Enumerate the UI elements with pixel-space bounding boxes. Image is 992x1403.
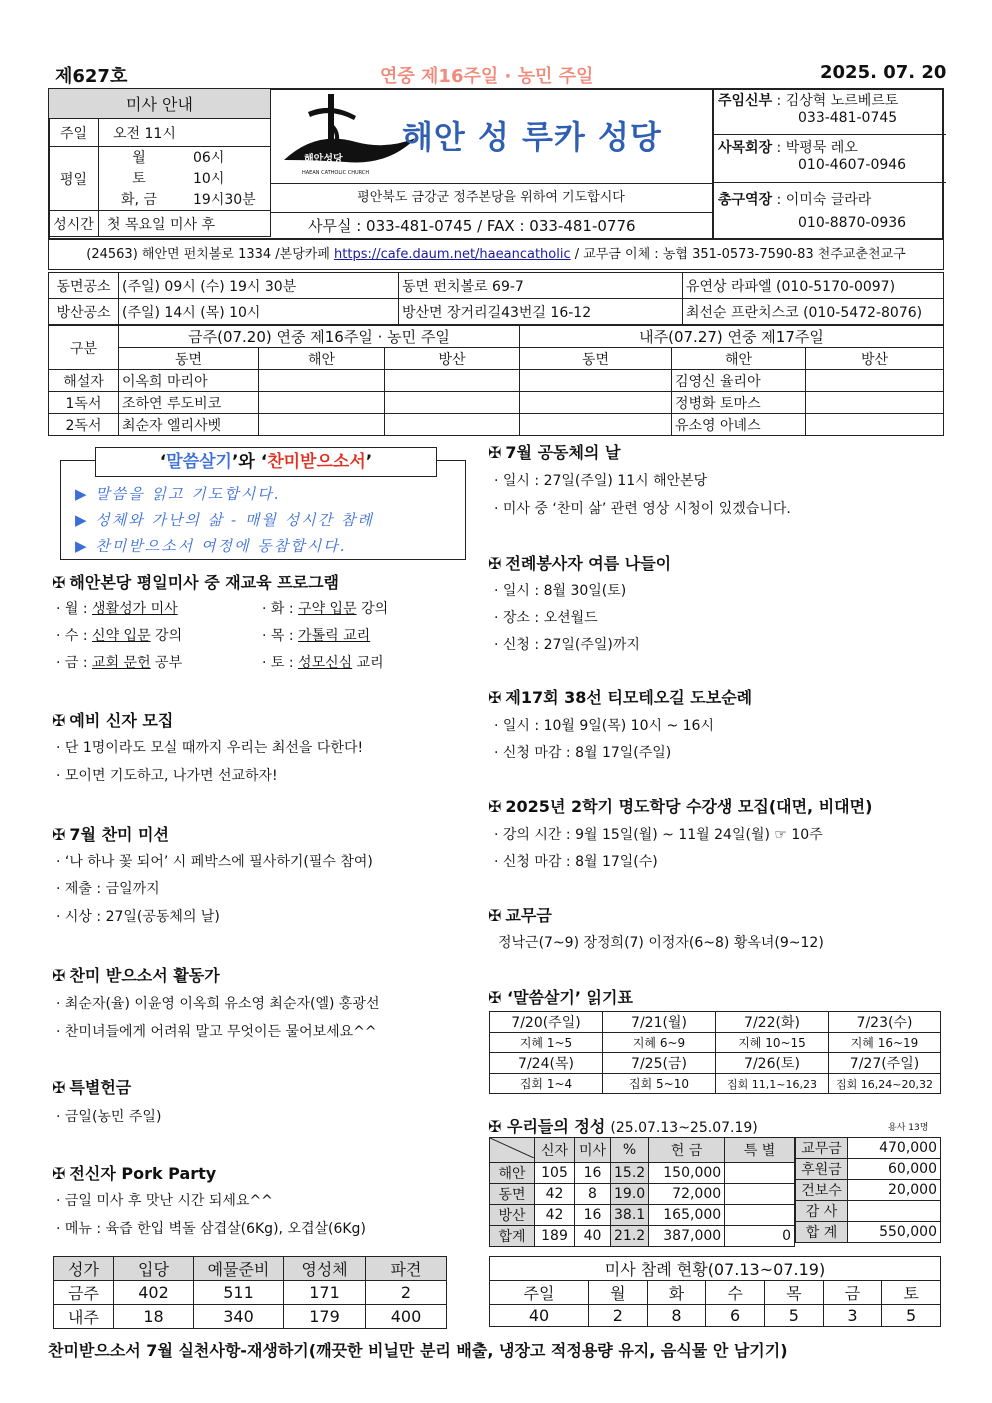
weekday-time: 10시 [193, 171, 225, 187]
section-mark-icon: ✠ [488, 443, 502, 462]
text-cell: 18 [114, 1305, 194, 1329]
section-line: · 제출 : 금일까지 [56, 881, 160, 897]
edu-item [56, 598, 178, 618]
ministry-role: 1독서 [49, 392, 119, 414]
section-line: · 시상 : 27일(공동체의 날) [56, 909, 220, 925]
reading-day-row [490, 1012, 941, 1033]
text-cell: 7/22(화) [716, 1012, 829, 1033]
ministry-cell: 정병화 토마스 [672, 392, 806, 414]
text-cell: 금 [823, 1281, 882, 1305]
section-line: · 강의 시간 : 9월 15일(월) ~ 11월 24일(월) ☞ 10주 [494, 827, 823, 843]
station-time: (주일) 14시 (목) 10시 [119, 299, 399, 325]
section-title: 2025년 2학기 명도학당 수강생 모집(대면, 비대면) [505, 797, 873, 816]
ministry-cell [806, 414, 944, 436]
left-column [52, 570, 472, 1250]
station-contact: 최선순 프란치스코 (010-5472-8076) [683, 299, 944, 325]
church-name: 해안 성 루카 성당 [402, 118, 662, 156]
edu-item [262, 652, 384, 672]
weekday-time: 06시 [193, 150, 225, 166]
text-cell: · 토 : [262, 655, 299, 671]
ministry-next-week: 내주(07.27) 연중 제17주일 [520, 326, 944, 348]
address-line [48, 240, 944, 270]
text-cell: 7/24(목) [490, 1053, 603, 1074]
text-cell: 합 계 [796, 1222, 848, 1243]
text-cell: 7/20(주일) [490, 1012, 603, 1033]
ministry-row [49, 414, 944, 436]
text-cell: 171 [284, 1281, 366, 1305]
section-line: · 금일 미사 후 맛난 시간 되세요^^ [56, 1193, 273, 1209]
top-box [48, 88, 944, 240]
duties-header-row [54, 1257, 447, 1281]
ministry-table [48, 325, 944, 436]
donation-row [490, 1205, 795, 1226]
slogan-word-2: 찬미받으소서 [267, 452, 366, 472]
section-line: · 금일(농민 주일) [56, 1109, 162, 1125]
cafe-link[interactable]: https://cafe.daum.net/haeancatholic [334, 247, 571, 262]
ministry-col: 동면 [520, 348, 672, 370]
text-cell: 150,000 [649, 1163, 725, 1184]
address-suffix: / 교무금 이체 : 농협 351-0573-7590-83 천주교춘천교구 [570, 247, 906, 262]
section-line: · 신청 : 27일(주일)까지 [494, 637, 640, 653]
ministry-row [49, 370, 944, 392]
ministry-this-week: 금주(07.20) 연중 제16주일 · 농민 주일 [119, 326, 520, 348]
station-name: 방산공소 [49, 299, 119, 325]
text-cell: 가톨릭 교리 [298, 628, 371, 644]
ministry-cell [259, 414, 385, 436]
text-cell: 집회 16,24~20,32 [829, 1074, 941, 1094]
section-line: · 신청 마감 : 8월 17일(주일) [494, 745, 672, 761]
section-mark-icon: ✠ [52, 1164, 66, 1183]
text-cell: 8 [575, 1184, 611, 1205]
donation-title [488, 1114, 758, 1137]
ministry-cell: 이옥희 마리아 [119, 370, 259, 392]
station-contact: 유연상 라파엘 (010-5170-0097) [683, 273, 944, 299]
text-cell: 5 [764, 1305, 823, 1327]
text-cell: % [611, 1138, 649, 1163]
attendance-table [489, 1256, 941, 1327]
staff-role: 주임신부 [718, 93, 773, 109]
text-cell: · 금 : [56, 655, 93, 671]
donation-side-row [796, 1222, 941, 1243]
donation-note: 용사 13명 [888, 1123, 929, 1133]
text-cell: 헌 금 [649, 1138, 725, 1163]
weekday-day: 화, 금 [121, 192, 157, 208]
staff-panel [712, 88, 946, 240]
right-column [488, 440, 944, 960]
section-line: · 장소 : 오션월드 [494, 610, 598, 626]
text-cell: · 월 : [56, 601, 93, 617]
section-line: 정낙근(7~9) 장정희(7) 이정자(6~8) 황옥녀(9~12) [498, 935, 824, 951]
text-cell: 내주 [54, 1305, 114, 1329]
issue-number: 제627호 [55, 66, 128, 87]
staff-name: 이미숙 글라라 [785, 192, 872, 208]
mass-sunday-time: 오전 11시 [99, 119, 271, 147]
donation-row [490, 1184, 795, 1205]
staff-role: 총구역장 [718, 192, 773, 208]
stations-table [48, 272, 944, 325]
station-name: 동면공소 [49, 273, 119, 299]
text-cell: 21.2 [611, 1226, 649, 1247]
text-cell: 성모신심 [298, 655, 353, 671]
text-cell [725, 1163, 795, 1184]
donation-table [489, 1137, 795, 1247]
donation-side-row [796, 1159, 941, 1180]
slogan-word-1: 말씀살기 [166, 452, 232, 472]
section-mark-icon: ✠ [488, 988, 507, 1007]
ministry-cell [520, 392, 672, 414]
slogan-quote: ’ [365, 452, 373, 472]
donation-side-row [796, 1201, 941, 1222]
section-mark-icon: ✠ [52, 966, 66, 985]
section-title: 예비 신자 모집 [69, 711, 174, 730]
text-cell: 목 [764, 1281, 823, 1305]
ministry-col: 방산 [806, 348, 944, 370]
text-cell: 470,000 [848, 1138, 941, 1159]
text-cell: 생활성가 미사 [92, 601, 178, 617]
staff-phone: 010-8870-0936 [798, 215, 907, 231]
mass-weekday-label: 평일 [49, 147, 99, 211]
text-cell: 미사 [575, 1138, 611, 1163]
text-cell: 금주 [54, 1281, 114, 1305]
text-cell: 감 사 [796, 1201, 848, 1222]
section-line: · 미사 중 ‘찬미 삶’ 관련 영상 시청이 있겠습니다. [494, 501, 791, 517]
reading-title [488, 985, 633, 1008]
section-mark-icon: ✠ [488, 1117, 507, 1136]
text-cell: 신자 [535, 1138, 575, 1163]
text-cell: 주일 [490, 1281, 589, 1305]
ministry-cell [806, 370, 944, 392]
text-cell: 수 [706, 1281, 765, 1305]
mass-title: 미사 안내 [49, 89, 271, 119]
text-cell: 강의 [150, 628, 183, 644]
section-title: 전례봉사자 여름 나들이 [505, 554, 672, 573]
ministry-cell [385, 414, 520, 436]
text-cell: 189 [535, 1226, 575, 1247]
text-cell: 19.0 [611, 1184, 649, 1205]
text-cell [725, 1184, 795, 1205]
text-cell: 5 [882, 1305, 941, 1327]
text-cell: 구약 입문 [298, 601, 357, 617]
diagonal-icon [490, 1138, 534, 1158]
text-cell: 방산 [490, 1205, 535, 1226]
station-time: (주일) 09시 (수) 19시 30분 [119, 273, 399, 299]
ministry-cell [385, 370, 520, 392]
ministry-cell [259, 370, 385, 392]
text-cell: 입당 [114, 1257, 194, 1281]
reading-day-row [490, 1053, 941, 1074]
staff-entry: 사목회장 : 박평묵 레오 010-4607-0946 [714, 135, 946, 183]
footer-rest: -재생하기(깨끗한 비닐만 분리 배출, 냉장고 적정용량 유지, 음식물 안 남기기) [240, 1341, 788, 1360]
text-cell: 후원금 [796, 1159, 848, 1180]
section-mark-icon: ✠ [488, 797, 502, 816]
text-cell: 해안 [490, 1163, 535, 1184]
section-pilgrim [488, 685, 752, 708]
edu-item [262, 625, 370, 645]
text-cell: 성가 [54, 1257, 114, 1281]
section-mark-icon: ✠ [52, 1078, 66, 1097]
text-cell: 동면 [490, 1184, 535, 1205]
text-cell: 16 [575, 1163, 611, 1184]
ministry-col: 해안 [259, 348, 385, 370]
text-cell: 파견 [366, 1257, 447, 1281]
staff-phone: 010-4607-0946 [798, 157, 907, 173]
section-offering [52, 1075, 131, 1098]
section-mark-icon: ✠ [488, 906, 502, 925]
text-cell: · 화 : [262, 601, 299, 617]
ministry-cell: 김영신 율리아 [672, 370, 806, 392]
mass-hour-label: 성시간 [49, 211, 99, 237]
donation-header-row [490, 1138, 795, 1163]
ministry-label: 구분 [49, 326, 119, 370]
text-cell: 165,000 [649, 1205, 725, 1226]
text-cell: 20,000 [848, 1180, 941, 1201]
text-cell: 0 [725, 1226, 795, 1247]
section-title: 7월 찬미 미션 [69, 825, 169, 844]
edu-item [56, 625, 182, 645]
text-cell: 105 [535, 1163, 575, 1184]
text-cell: ‘말씀살기’ 읽기표 [506, 988, 633, 1007]
text-cell: 42 [535, 1205, 575, 1226]
text-cell: · 수 : [56, 628, 93, 644]
section-school [488, 794, 872, 817]
section-mark-icon: ✠ [488, 554, 502, 573]
text-cell: 예물준비 [194, 1257, 284, 1281]
section-title: 찬미 받으소서 활동가 [69, 966, 220, 985]
duties-row [54, 1281, 447, 1305]
section-line: · 일시 : 10월 9일(목) 10시 ~ 16시 [494, 718, 714, 734]
text-cell: 건보수 [796, 1180, 848, 1201]
text-cell: 공부 [150, 655, 183, 671]
ministry-col: 방산 [385, 348, 520, 370]
section-line: · 단 1명이라도 모실 때까지 우리는 최선을 다한다! [56, 740, 364, 756]
section-title: 교무금 [505, 906, 552, 925]
text-cell: (25.07.13~25.07.19) [610, 1120, 758, 1136]
slogan-title [95, 447, 437, 477]
section-title: 7월 공동체의 날 [505, 443, 621, 462]
text-cell: 3 [823, 1305, 882, 1327]
slogan-line: ▶ 성체와 가난의 삶 - 매월 성시간 참례 [75, 511, 374, 529]
text-cell: 교리 [352, 655, 384, 671]
staff-name: 박평묵 레오 [785, 140, 858, 156]
mass-table [48, 88, 271, 237]
mass-hour-text: 첫 목요일 미사 후 [99, 211, 271, 237]
text-cell: 지혜 1~5 [490, 1033, 603, 1053]
text-cell [848, 1201, 941, 1222]
text-cell: 2 [589, 1305, 648, 1327]
donation-side-row [796, 1180, 941, 1201]
ministry-cell: 조하연 루도비코 [119, 392, 259, 414]
text-cell: 550,000 [848, 1222, 941, 1243]
text-cell: 교무금 [796, 1138, 848, 1159]
text-cell: 7/21(월) [603, 1012, 716, 1033]
section-title: 제17회 38선 티모테오길 도보순례 [505, 688, 753, 707]
text-cell: 화 [647, 1281, 706, 1305]
section-dues [488, 903, 552, 926]
section-mark-icon: ✠ [52, 573, 66, 592]
station-addr: 방산면 장거리길43번길 16-12 [399, 299, 683, 325]
footer-bold: 찬미받으소서 7월 실천사항 [48, 1341, 241, 1360]
staff-role: 사목회장 [718, 140, 773, 156]
text-cell: 강의 [356, 601, 389, 617]
slogan-quote: ‘ [159, 452, 167, 472]
text-cell: 38.1 [611, 1205, 649, 1226]
section-title: 특별헌금 [69, 1078, 132, 1097]
section-catechumen [52, 708, 173, 731]
section-praise [52, 963, 220, 986]
section-line: · 신청 마감 : 8월 17일(수) [494, 854, 658, 870]
duties-table [53, 1256, 447, 1329]
section-line: · 일시 : 8월 30일(토) [494, 583, 627, 599]
edu-item [262, 598, 388, 618]
section-edu [52, 570, 339, 593]
slogan-line: ▶ 찬미받으소서 여정에 동참합시다. [75, 537, 347, 555]
text-cell: 340 [194, 1305, 284, 1329]
section-title: 전신자 Pork Party [69, 1164, 217, 1183]
text-cell: 지혜 6~9 [603, 1033, 716, 1053]
text-cell: 집회 11,1~16,23 [716, 1074, 829, 1094]
text-cell: 15.2 [611, 1163, 649, 1184]
reading-table [489, 1011, 941, 1094]
text-cell: 6 [706, 1305, 765, 1327]
text-cell: 402 [114, 1281, 194, 1305]
text-cell: 60,000 [848, 1159, 941, 1180]
text-cell [725, 1205, 795, 1226]
reading-text-row [490, 1074, 941, 1094]
weekday-time: 19시30분 [193, 192, 256, 208]
ministry-role: 해설자 [49, 370, 119, 392]
text-cell: 72,000 [649, 1184, 725, 1205]
diagonal-cell [490, 1138, 535, 1163]
text-cell: 월 [589, 1281, 648, 1305]
section-mark-icon: ✠ [488, 688, 502, 707]
logo-text: 해안성당 [304, 154, 343, 165]
text-cell: 신약 입문 [92, 628, 151, 644]
text-cell: 집회 1~4 [490, 1074, 603, 1094]
slogan-box [60, 452, 466, 560]
text-cell: 8 [647, 1305, 706, 1327]
weekday-day: 토 [132, 171, 146, 187]
attendance-title: 미사 참례 현황(07.13~07.19) [490, 1257, 941, 1281]
staff-entry: 주임신부 : 김상혁 노르베르토 033-481-0745 [714, 88, 946, 135]
section-line: · 메뉴 : 육즙 한입 벽돌 삼겹살(6Kg), 오겹살(6Kg) [56, 1221, 366, 1237]
text-cell: 42 [535, 1184, 575, 1205]
text-cell: 40 [490, 1305, 589, 1327]
text-cell: 집회 5~10 [603, 1074, 716, 1094]
text-cell: 교회 문헌 [92, 655, 151, 671]
text-cell: 지혜 10~15 [716, 1033, 829, 1053]
text-cell: · 목 : [262, 628, 299, 644]
donation-side-table [795, 1137, 941, 1243]
reading-text-row [490, 1033, 941, 1053]
text-cell: 7/23(수) [829, 1012, 941, 1033]
slogan-line: ▶ 말씀을 읽고 기도합시다. [75, 485, 281, 503]
ministry-cell [385, 392, 520, 414]
text-cell: 영성체 [284, 1257, 366, 1281]
text-cell: 7/27(주일) [829, 1053, 941, 1074]
section-mission [52, 822, 169, 845]
donation-row [490, 1226, 795, 1247]
ministry-cell: 최순자 엘리사벳 [119, 414, 259, 436]
donation-row [490, 1163, 795, 1184]
donation-side-row [796, 1138, 941, 1159]
section-outing [488, 551, 671, 574]
ministry-cell: 유소영 아녜스 [672, 414, 806, 436]
ministry-col: 해안 [672, 348, 806, 370]
text-cell: 7/26(토) [716, 1053, 829, 1074]
ministry-cell [520, 370, 672, 392]
section-line: · ‘나 하나 꽃 되어’ 시 페박스에 필사하기(필수 참여) [56, 854, 373, 870]
staff-phone: 033-481-0745 [798, 110, 898, 126]
section-title: 해안본당 평일미사 중 재교육 프로그램 [69, 573, 339, 592]
weekday-day: 월 [132, 150, 146, 166]
text-cell: 179 [284, 1305, 366, 1329]
text-cell: 511 [194, 1281, 284, 1305]
section-line: · 모이면 기도하고, 나가면 선교하자! [56, 768, 278, 784]
text-cell: 387,000 [649, 1226, 725, 1247]
text-cell: 합계 [490, 1226, 535, 1247]
duties-row [54, 1305, 447, 1329]
logo-sub: HAEAN CATHOLIC CHURCH [302, 170, 370, 176]
staff-entry: 총구역장 : 이미숙 글라라 010-8870-0936 [714, 183, 946, 238]
ministry-row [49, 392, 944, 414]
section-community [488, 440, 620, 463]
mass-sunday-label: 주일 [49, 119, 99, 147]
issue-date: 2025. 07. 20 [820, 62, 947, 83]
attendance-day-row [490, 1281, 941, 1305]
section-mark-icon: ✠ [52, 825, 66, 844]
text-cell: 2 [366, 1281, 447, 1305]
ministry-cell [259, 392, 385, 414]
attendance-count-row [490, 1305, 941, 1327]
slogan-mid: ’와 ‘ [231, 452, 268, 472]
section-line: · 최순자(율) 이윤영 이옥희 유소영 최순자(엘) 홍광선 [56, 996, 380, 1012]
text-cell: 특 별 [725, 1138, 795, 1163]
ministry-cell [520, 414, 672, 436]
ministry-col: 동면 [119, 348, 259, 370]
text-cell: 400 [366, 1305, 447, 1329]
edu-item [56, 652, 182, 672]
ministry-cell [806, 392, 944, 414]
footer-practice [48, 1338, 788, 1361]
staff-name: 김상혁 노르베르토 [785, 93, 899, 109]
section-party [52, 1161, 216, 1184]
text-cell: 40 [575, 1226, 611, 1247]
text-cell: 우리들의 정성 [506, 1117, 606, 1136]
text-cell: 7/25(금) [603, 1053, 716, 1074]
ministry-role: 2독서 [49, 414, 119, 436]
issue-theme: 연중 제16주일 · 농민 주일 [380, 66, 594, 87]
office-contact: 사무실 : 033-481-0745 / FAX : 033-481-0776 [308, 217, 636, 235]
section-mark-icon: ✠ [52, 711, 66, 730]
text-cell: 토 [882, 1281, 941, 1305]
text-cell: 지혜 16~19 [829, 1033, 941, 1053]
section-line: · 찬미녀들에게 어려워 말고 무엇이든 물어보세요^^ [56, 1024, 377, 1040]
text-cell: 16 [575, 1205, 611, 1226]
station-addr: 동면 펀치볼로 69-7 [399, 273, 683, 299]
address-prefix: (24563) 해안면 펀치볼로 1334 /본당카페 [86, 247, 335, 262]
prayer-intention: 평안북도 금강군 정주본당을 위하여 기도합시다 [270, 183, 712, 213]
section-line: · 일시 : 27일(주일) 11시 해안본당 [494, 473, 708, 489]
